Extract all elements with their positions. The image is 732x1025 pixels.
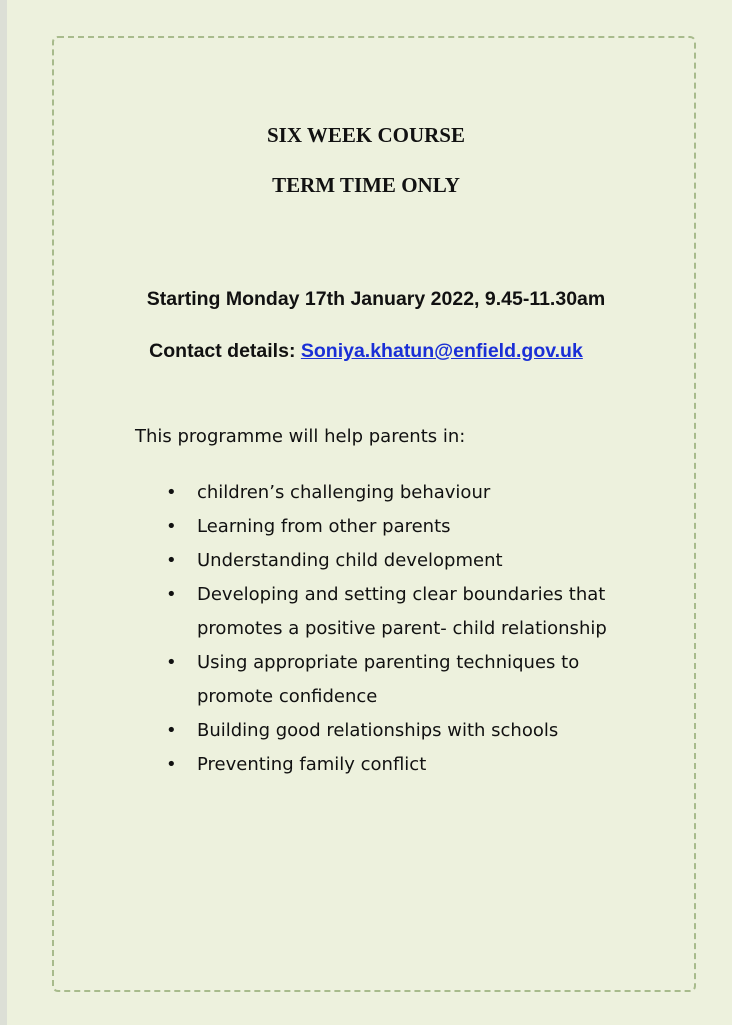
list-item: • Building good relationships with schools [160, 714, 630, 748]
list-item: • Preventing family conflict [160, 748, 630, 782]
list-item: • Using appropriate parenting techniques to promote confidence [160, 646, 630, 714]
course-title: SIX WEEK COURSE [266, 123, 465, 147]
programme-intro: This programme will help parents in: [135, 426, 466, 447]
benefits-list [160, 476, 630, 782]
start-date: Starting Monday 17th January 2022, 9.45-11.30am [146, 288, 606, 310]
contact-label: Contact details: [149, 340, 301, 362]
page-edge [0, 0, 7, 1025]
list-item: • Developing and setting clear boundaries that promotes a positive parent- child relationship [160, 578, 630, 646]
list-item: • Understanding child development [160, 544, 630, 578]
contact-email-link[interactable]: Soniya.khatun@enfield.gov.uk [300, 340, 583, 362]
course-subtitle: TERM TIME ONLY [272, 173, 460, 197]
list-item: • children’s challenging behaviour [160, 476, 630, 510]
contact-details [0, 340, 732, 363]
list-item: • Learning from other parents [160, 510, 630, 544]
